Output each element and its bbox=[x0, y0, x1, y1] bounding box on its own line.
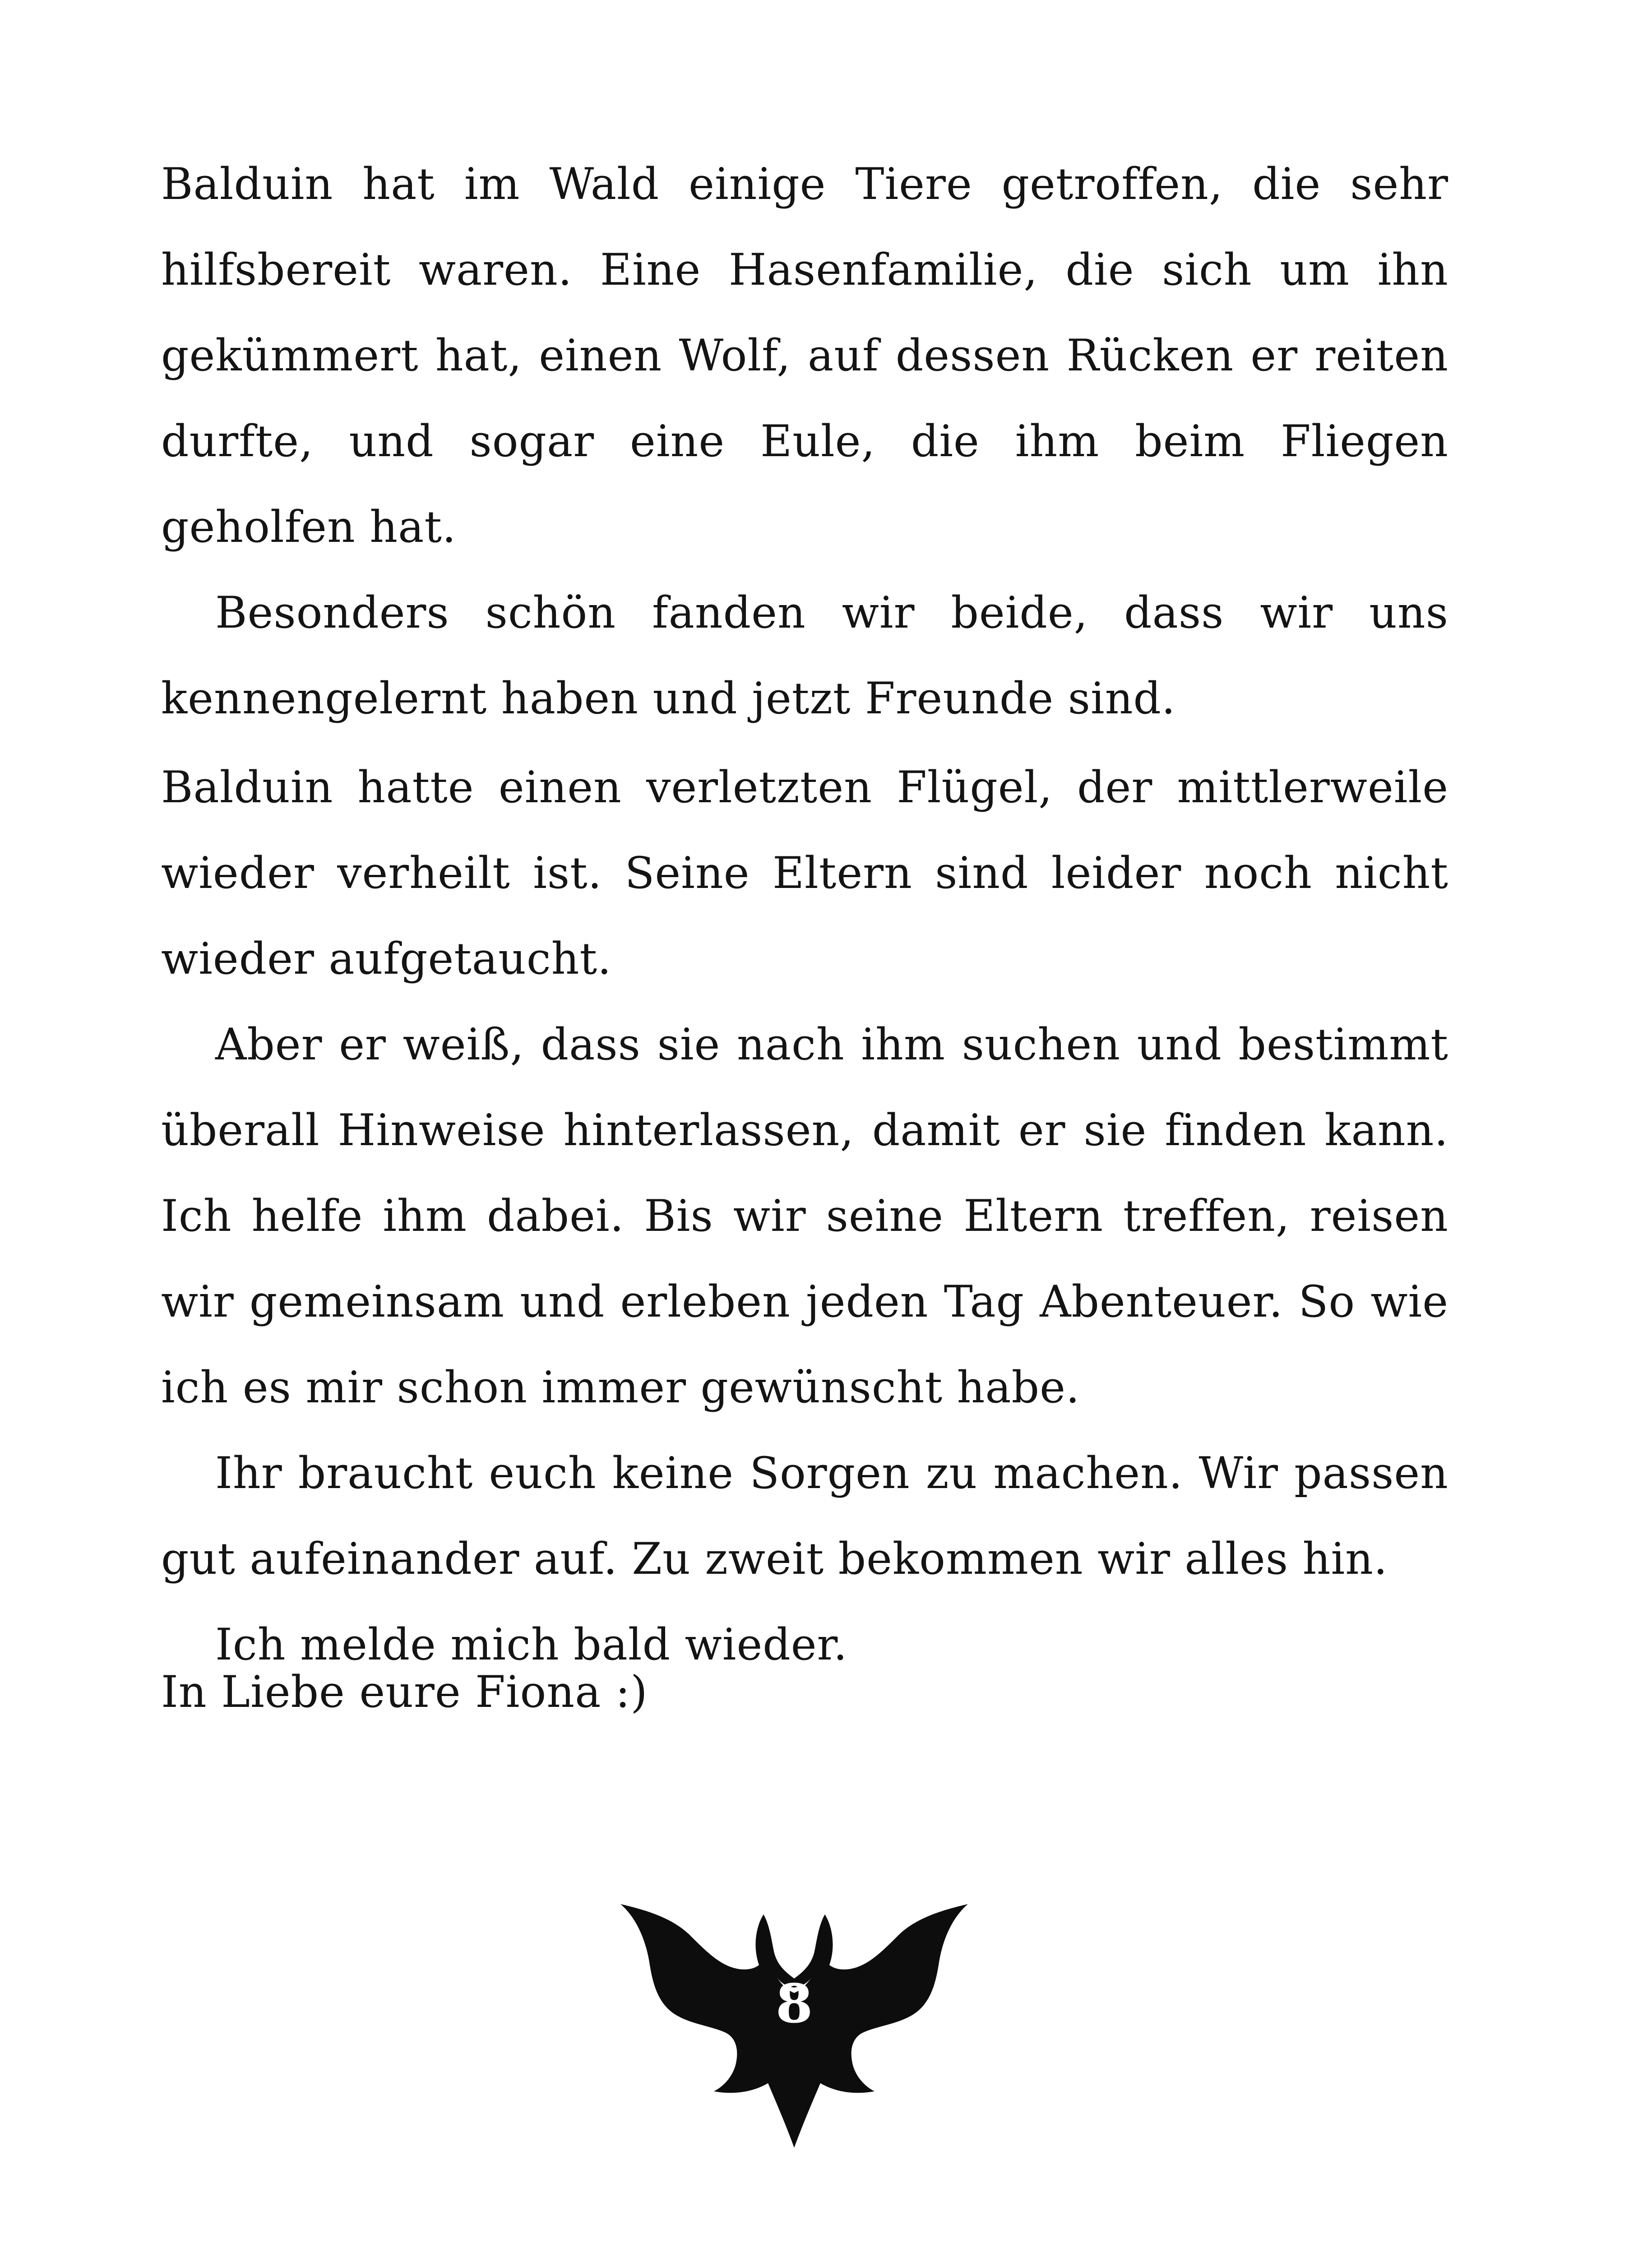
signature-line: In Liebe eure Fiona :) bbox=[161, 1667, 648, 1717]
letter-section-1 bbox=[161, 141, 1448, 741]
paragraph: Balduin hat im Wald einige Tiere getroffen, die sehr hilfsbereit waren. Eine Hasenfamilie, die sich um ihn gekümmert hat, einen Wolf, auf dessen Rücken er reiten durfte, und sogar eine Eule, die ihm beim Fliegen geholfen hat. bbox=[161, 159, 1448, 552]
letter-section-2 bbox=[161, 744, 1448, 1687]
paragraph: Balduin hatte einen verletzten Flügel, der mittlerweile wieder verheilt ist. Seine Eltern sind leider noch nicht wieder aufgetaucht. bbox=[161, 762, 1448, 984]
paragraph: Besonders schön fanden wir beide, dass wir uns kennengelernt haben und jetzt Freunde sind. bbox=[161, 587, 1448, 724]
paragraph: Ihr braucht euch keine Sorgen zu machen. Wir passen gut aufeinander auf. Zu zweit bekommen wir alles hin. bbox=[161, 1448, 1448, 1584]
letter-signature bbox=[161, 1649, 1448, 1735]
paragraph: Aber er weiß, dass sie nach ihm suchen und bestimmt überall Hinweise hinterlassen, damit er sie finden kann. Ich helfe ihm dabei. Bis wir seine Eltern treffen, reisen wir gemeinsam und erleben jeden Tag Abenteuer. So wie ich es mir schon immer gewünscht habe. bbox=[161, 1019, 1448, 1413]
page-number: 8 bbox=[775, 1972, 813, 2035]
paragraph: Ich melde mich bald wieder. bbox=[215, 1619, 848, 1670]
